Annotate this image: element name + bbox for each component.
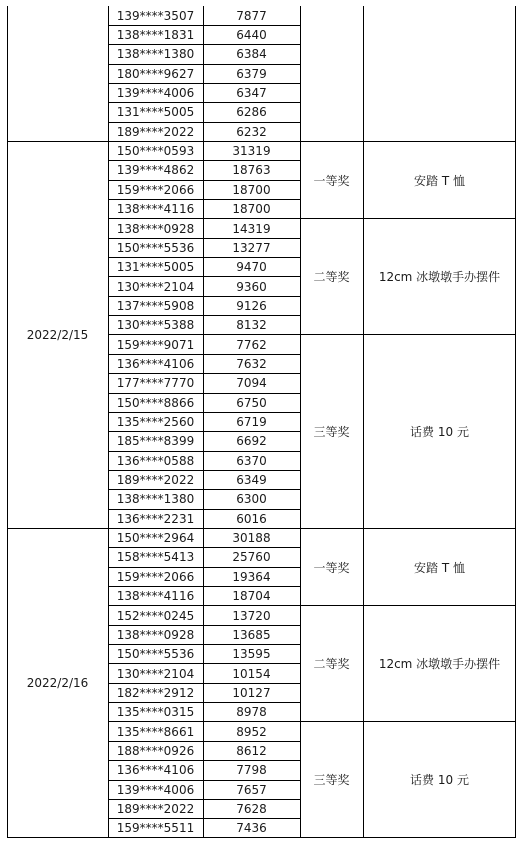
row-divider [108, 470, 300, 471]
row-divider [108, 509, 300, 510]
phone-number-cell: 135****2560 [116, 415, 195, 430]
score-cell: 8952 [236, 724, 267, 739]
score-cell: 10154 [232, 666, 271, 681]
score-cell: 7877 [236, 8, 267, 23]
phone-number-cell: 138****1380 [116, 47, 195, 62]
prize-cell: 话费 10 元 [410, 773, 469, 788]
score-cell: 8132 [236, 318, 267, 333]
score-cell: 13277 [232, 240, 271, 255]
score-cell: 13685 [232, 627, 271, 642]
row-divider [108, 393, 300, 394]
phone-number-cell: 185****8399 [116, 434, 195, 449]
row-divider [108, 122, 300, 123]
score-cell: 6750 [236, 395, 267, 410]
score-cell: 6349 [236, 473, 267, 488]
phone-number-cell: 138****0928 [116, 627, 195, 642]
row-divider [108, 276, 300, 277]
phone-number-cell: 137****5908 [116, 298, 195, 313]
phone-number-cell: 189****2022 [116, 802, 195, 817]
prize-group-divider [300, 721, 516, 722]
phone-number-cell: 135****0315 [116, 705, 195, 720]
prize-cell: 12cm 冰墩墩手办摆件 [378, 270, 501, 285]
score-cell: 18700 [232, 202, 271, 217]
row-divider [108, 663, 300, 664]
date-cell: 2022/2/15 [26, 327, 89, 342]
phone-column [108, 6, 203, 838]
phone-number-cell: 136****0588 [116, 453, 195, 468]
phone-number-cell: 130****2104 [116, 666, 195, 681]
score-cell: 10127 [232, 685, 271, 700]
score-cell: 6286 [236, 105, 267, 120]
phone-number-cell: 131****5005 [116, 105, 195, 120]
column-divider [203, 6, 204, 838]
phone-number-cell: 150****8866 [116, 395, 195, 410]
row-divider [108, 238, 300, 239]
row-divider [108, 721, 300, 722]
row-divider [108, 683, 300, 684]
prize-level-column [300, 6, 363, 838]
phone-number-cell: 136****4106 [116, 356, 195, 371]
phone-number-cell: 159****2066 [116, 569, 195, 584]
date-cell [7, 6, 108, 141]
row-divider [108, 180, 300, 181]
score-cell: 18704 [232, 589, 271, 604]
phone-number-cell: 177****7770 [116, 376, 195, 391]
prize-level-cell: 二等奖 [313, 270, 350, 285]
table-bottom-border [7, 837, 516, 838]
score-cell: 9470 [236, 260, 267, 275]
prize-group-divider [300, 605, 516, 606]
phone-number-cell: 139****4862 [116, 163, 195, 178]
row-divider [108, 44, 300, 45]
score-cell: 7762 [236, 337, 267, 352]
row-divider [108, 547, 300, 548]
row-divider [108, 141, 300, 142]
winners-table [7, 6, 516, 838]
prize-level-cell: 一等奖 [313, 173, 350, 188]
score-cell: 6016 [236, 511, 267, 526]
prize-level-cell [300, 6, 363, 141]
score-cell: 8978 [236, 705, 267, 720]
prize-column [363, 6, 516, 838]
row-divider [108, 567, 300, 568]
row-divider [108, 373, 300, 374]
phone-number-cell: 152****0245 [116, 608, 195, 623]
row-divider [108, 760, 300, 761]
prize-level-cell: 三等奖 [313, 425, 350, 440]
score-cell: 7436 [236, 821, 267, 836]
prize-group-divider [300, 218, 516, 219]
phone-number-cell: 139****3507 [116, 8, 195, 23]
date-cell: 2022/2/16 [26, 676, 89, 691]
score-cell: 6300 [236, 492, 267, 507]
phone-number-cell: 136****4106 [116, 763, 195, 778]
phone-number-cell: 150****0593 [116, 144, 195, 159]
score-cell: 6379 [236, 66, 267, 81]
score-cell: 6232 [236, 124, 267, 139]
row-divider [108, 102, 300, 103]
phone-number-cell: 138****4116 [116, 202, 195, 217]
row-divider [108, 741, 300, 742]
phone-number-cell: 135****8661 [116, 724, 195, 739]
date-group-divider [7, 141, 108, 142]
phone-number-cell: 138****1380 [116, 492, 195, 507]
prize-group-divider [300, 141, 516, 142]
row-divider [108, 160, 300, 161]
row-divider [108, 644, 300, 645]
score-cell: 30188 [232, 531, 271, 546]
phone-number-cell: 138****4116 [116, 589, 195, 604]
score-cell: 9126 [236, 298, 267, 313]
score-cell: 31319 [232, 144, 271, 159]
phone-number-cell: 189****2022 [116, 124, 195, 139]
prize-level-cell: 二等奖 [313, 657, 350, 672]
row-divider [108, 334, 300, 335]
row-divider [108, 296, 300, 297]
score-cell: 6347 [236, 86, 267, 101]
phone-number-cell: 139****4006 [116, 86, 195, 101]
phone-number-cell: 136****2231 [116, 511, 195, 526]
score-column [203, 6, 300, 838]
phone-number-cell: 130****2104 [116, 279, 195, 294]
phone-number-cell: 138****0928 [116, 221, 195, 236]
phone-number-cell: 150****5536 [116, 647, 195, 662]
phone-number-cell: 150****2964 [116, 531, 195, 546]
row-divider [108, 315, 300, 316]
prize-cell [363, 6, 516, 141]
score-cell: 7657 [236, 782, 267, 797]
row-divider [108, 605, 300, 606]
row-divider [108, 83, 300, 84]
score-cell: 6440 [236, 28, 267, 43]
score-cell: 13595 [232, 647, 271, 662]
score-cell: 7628 [236, 802, 267, 817]
score-cell: 9360 [236, 279, 267, 294]
phone-number-cell: 159****2066 [116, 182, 195, 197]
row-divider [108, 799, 300, 800]
phone-number-cell: 189****2022 [116, 473, 195, 488]
row-divider [108, 199, 300, 200]
row-divider [108, 218, 300, 219]
score-cell: 6370 [236, 453, 267, 468]
row-divider [108, 818, 300, 819]
phone-number-cell: 158****5413 [116, 550, 195, 565]
phone-number-cell: 138****1831 [116, 28, 195, 43]
phone-number-cell: 150****5536 [116, 240, 195, 255]
row-divider [108, 451, 300, 452]
score-cell: 6719 [236, 415, 267, 430]
phone-number-cell: 130****5388 [116, 318, 195, 333]
column-divider [108, 6, 109, 838]
row-divider [108, 528, 300, 529]
phone-number-cell: 180****9627 [116, 66, 195, 81]
row-divider [108, 354, 300, 355]
score-cell: 6692 [236, 434, 267, 449]
phone-number-cell: 159****5511 [116, 821, 195, 836]
score-cell: 25760 [232, 550, 271, 565]
prize-cell: 安踏 T 恤 [414, 560, 465, 575]
row-divider [108, 412, 300, 413]
prize-cell: 安踏 T 恤 [414, 173, 465, 188]
prize-level-cell: 三等奖 [313, 773, 350, 788]
score-cell: 7632 [236, 356, 267, 371]
column-divider [363, 6, 364, 838]
row-divider [108, 257, 300, 258]
row-divider [108, 702, 300, 703]
row-divider [108, 64, 300, 65]
prize-group-divider [300, 334, 516, 335]
column-divider [7, 6, 8, 838]
score-cell: 18763 [232, 163, 271, 178]
phone-number-cell: 131****5005 [116, 260, 195, 275]
score-cell: 18700 [232, 182, 271, 197]
prize-cell: 12cm 冰墩墩手办摆件 [378, 657, 501, 672]
column-divider [515, 6, 516, 838]
row-divider [108, 25, 300, 26]
column-divider [300, 6, 301, 838]
score-cell: 13720 [232, 608, 271, 623]
score-cell: 7798 [236, 763, 267, 778]
score-cell: 14319 [232, 221, 271, 236]
phone-number-cell: 182****2912 [116, 685, 195, 700]
row-divider [108, 780, 300, 781]
score-cell: 6384 [236, 47, 267, 62]
score-cell: 7094 [236, 376, 267, 391]
phone-number-cell: 188****0926 [116, 743, 195, 758]
row-divider [108, 489, 300, 490]
score-cell: 19364 [232, 569, 271, 584]
row-divider [108, 431, 300, 432]
phone-number-cell: 159****9071 [116, 337, 195, 352]
prize-cell: 话费 10 元 [410, 425, 469, 440]
prize-group-divider [300, 528, 516, 529]
phone-number-cell: 139****4006 [116, 782, 195, 797]
row-divider [108, 625, 300, 626]
score-cell: 8612 [236, 743, 267, 758]
date-group-divider [7, 528, 108, 529]
prize-level-cell: 一等奖 [313, 560, 350, 575]
date-column [7, 6, 108, 838]
row-divider [108, 586, 300, 587]
